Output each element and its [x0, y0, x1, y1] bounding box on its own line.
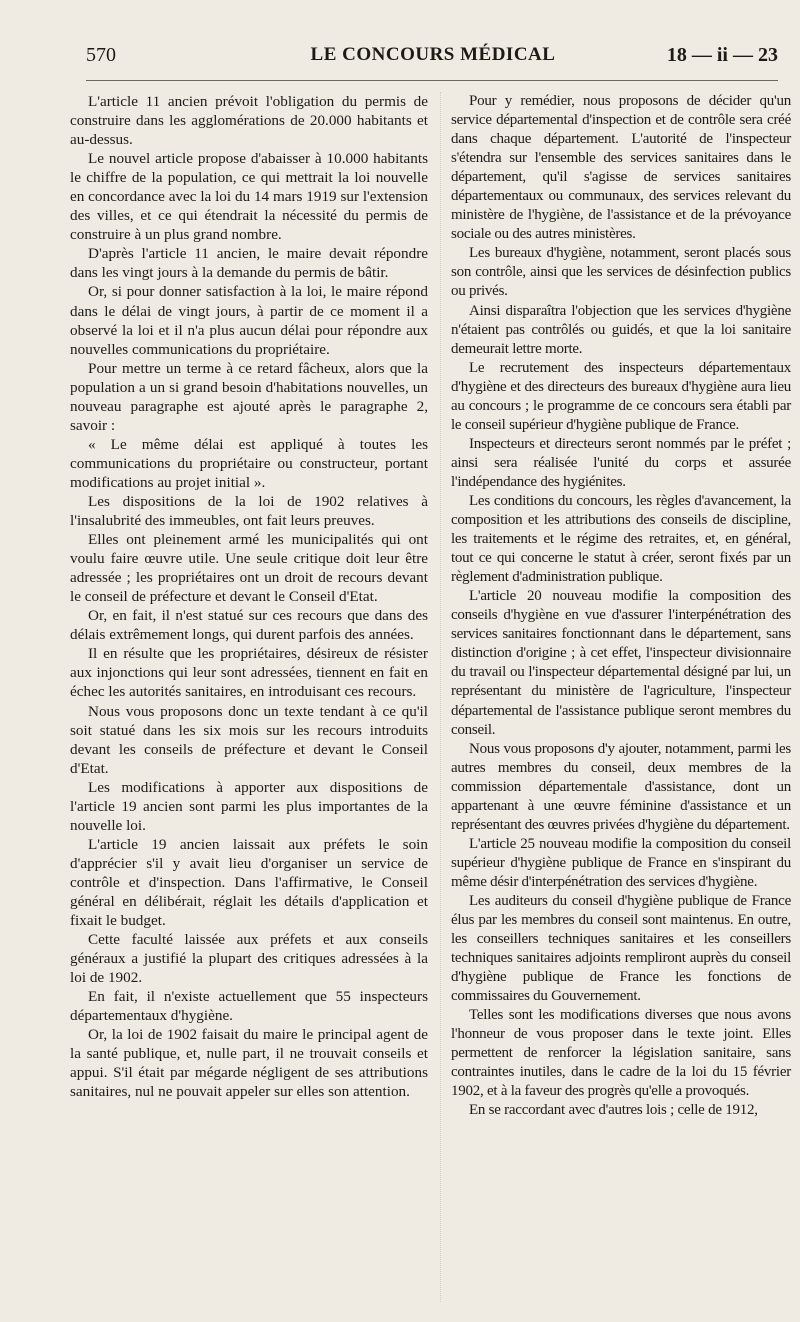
paragraph: Or, si pour donner satisfaction à la loi, le maire répond dans le délai de vingt jours, à partir de ce moment il a observé la loi et il n'a plus aucun délai pour répondre aux nouvelles communications du propriétaire.	[70, 283, 428, 358]
paragraph: En fait, il n'existe actuellement que 55 inspecteurs départementaux d'hygiène.	[70, 988, 428, 1025]
paragraph: Les auditeurs du conseil d'hygiène publique de France élus par les membres du conseil sont maintenus. En outre, les conseillers techniques sanitaires et les conseillers techniques sanitaires adjoints rempliront auprès du conseil d'hygiène publique de France les fonctions de commissaires du Gouvernement.	[451, 892, 791, 1005]
paragraph: Or, la loi de 1902 faisait du maire le principal agent de la santé publique, et, nulle part, il ne trouvait conseils et appui. S'il était par mégarde négligent de ses attributions sanitaires, nul ne pouvait appeler sur elles son attention.	[70, 1026, 428, 1101]
page-number: 570	[86, 44, 116, 66]
paragraph: Les bureaux d'hygiène, notamment, seront placés sous son contrôle, ainsi que les services de désinfection publics ou privés.	[451, 245, 791, 300]
issue-date: 18 — ii — 23	[666, 44, 778, 66]
paragraph: Nous vous proposons donc un texte tendant à ce qu'il soit statué dans les six mois sur les recours introduits devant les conseils de préfecture et devant le Conseil d'Etat.	[70, 702, 428, 777]
header-rule	[86, 80, 778, 81]
paragraph: Les conditions du concours, les règles d'avancement, la composition et les attributions des conseils de discipline, les traitements et le régime des retraites, et, en général, tout ce qui concerne le statut à créer, seront fixés par un règlement d'administration publique.	[451, 492, 791, 586]
paragraph: Telles sont les modifications diverses que nous avons l'honneur de vous proposer dans le texte joint. Elles permettent de renforcer la législation sanitaire, sans contraintes inutiles, dans le cadre de la loi du 15 février 1902, et à la faveur des progrès qu'elle a provoqués.	[451, 1007, 791, 1100]
journal-title: LE CONCOURS MÉDICAL	[310, 44, 556, 65]
paragraph: D'après l'article 11 ancien, le maire devait répondre dans les vingt jours à la demande du permis de bâtir.	[70, 245, 428, 282]
paragraph: L'article 25 nouveau modifie la composition du conseil supérieur d'hygiène publique de France en s'inspirant du même désir d'interpénétration des services d'hygiène.	[451, 835, 791, 890]
page-header	[86, 42, 780, 72]
paragraph: Elles ont pleinement armé les municipalités qui ont voulu faire œuvre utile. Une seule critique doit leur être adressée ; les propriétaires ont un droit de recours devant le conseil de préfecture et devant le Conseil d'Etat.	[70, 531, 428, 606]
paragraph: Le nouvel article propose d'abaisser à 10.000 habitants le chiffre de la population, ce qui mettrait la loi nouvelle en concordance avec la loi du 14 mars 1919 sur l'extension des villes, et ce qui étendrait la nécessité du permis de construire à un plus grand nombre.	[70, 150, 428, 244]
paragraph: L'article 20 nouveau modifie la composition des conseils d'hygiène en vue d'assurer l'interpénétration des services sanitaires fonctionnant dans le département, sans distinction d'origine ; à cet effet, l'inspecteur divisionnaire du travail ou l'inspecteur départemental désigné par lui, un représentant du ministère de l'agriculture, l'inspecteur départemental de l'assistance publique seront membres du conseil.	[451, 588, 791, 738]
paragraph: L'article 19 ancien laissait aux préfets le soin d'apprécier s'il y avait lieu d'organiser un service de contrôle et d'inspection. Dans l'affirmative, le Conseil général en délibérait, réglait les détails d'application et fixait le budget.	[70, 835, 428, 930]
paragraph: Il en résulte que les propriétaires, désireux de résister aux injonctions qui leur sont adressées, tiennent en fait en échec les autorités sanitaires, en introduisant ces recours.	[70, 645, 428, 701]
paragraph: Nous vous proposons d'y ajouter, notamment, parmi les autres membres du conseil, deux membres de la commission départementale d'assistance, dont un appartenant à une œuvre féminine d'assistance et un représentant des œuvres privées d'hygiène du département.	[451, 740, 791, 833]
left-column	[70, 92, 428, 1101]
paragraph: Cette faculté laissée aux préfets et aux conseils généraux a justifié la plupart des critiques adressées à la loi de 1902.	[70, 931, 428, 987]
paragraph: Le recrutement des inspecteurs départementaux d'hygiène et des directeurs des bureaux d'hygiène aura lieu au concours ; le programme de ce concours sera établi par le conseil supérieur d'hygiène publique de France.	[451, 359, 791, 433]
paragraph: Les modifications à apporter aux dispositions de l'article 19 ancien sont parmi les plus importantes de la nouvelle loi.	[70, 778, 428, 834]
paragraph: « Le même délai est appliqué à toutes les communications du propriétaire ou constructeur, portant modifications au projet initial ».	[70, 435, 428, 491]
column-divider	[440, 92, 441, 1302]
paragraph: Pour y remédier, nous proposons de décider qu'un service départemental d'inspection et de contrôle sera créé dans chaque département. L'autorité de l'inspecteur s'étendra sur l'ensemble des services sanitaires dans le département, qu'il s'agisse de services sanitaires départementaux ou communaux, des services relevant du ministère de l'hygiène, de l'assistance et de la prévoyance sociale ou des autres ministères.	[451, 93, 791, 243]
right-column	[451, 92, 791, 1121]
paragraph: Or, en fait, il n'est statué sur ces recours que dans des délais extrêmement longs, qui durent parfois des années.	[70, 607, 428, 644]
paragraph: Les dispositions de la loi de 1902 relatives à l'insalubrité des immeubles, ont fait leurs preuves.	[70, 492, 428, 530]
paragraph: Ainsi disparaîtra l'objection que les services d'hygiène n'étaient pas contrôlés ou guidés, et que la loi sanitaire demeurait lettre morte.	[451, 302, 791, 357]
paragraph: L'article 11 ancien prévoit l'obligation du permis de construire dans les agglomérations de 20.000 habitants et au-dessus.	[70, 93, 428, 149]
paragraph: Inspecteurs et directeurs seront nommés par le préfet ; ainsi sera réalisée l'unité du corps et assurée l'indépendance des hygiénites.	[451, 435, 791, 490]
paragraph: Pour mettre un terme à ce retard fâcheux, alors que la population a un si grand besoin d'habitations nouvelles, un nouveau paragraphe est ajouté après le paragraphe 2, savoir :	[70, 359, 428, 434]
paragraph: En se raccordant avec d'autres lois ; celle de 1912,	[469, 1102, 758, 1119]
